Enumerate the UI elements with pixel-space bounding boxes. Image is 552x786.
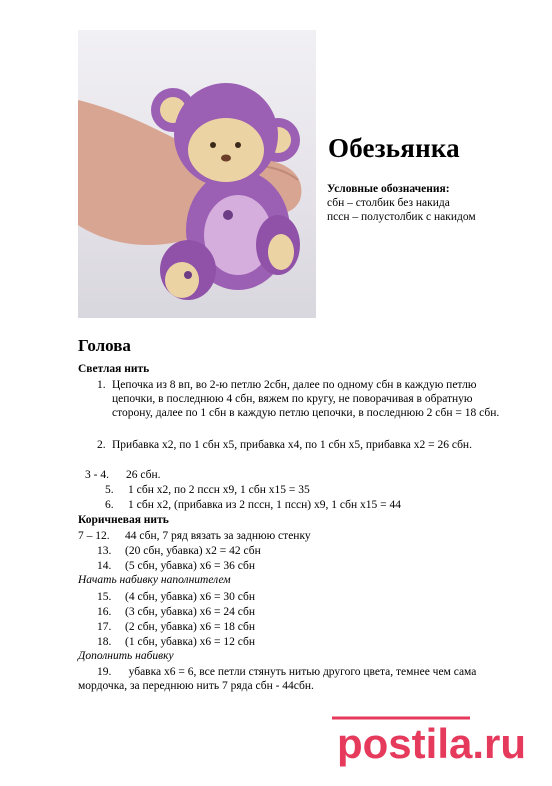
row-text: убавка х6 = 6, все петли стянуть нитью другого цвета, темнее чем сама мордочка, за переднюю нить 7 ряда сбн - 44сбн. <box>78 666 477 692</box>
note-add-stuffing: Дополнить набивку <box>78 650 174 662</box>
watermark <box>0 700 552 781</box>
monkey-photo <box>78 30 316 318</box>
row-number: 5. <box>105 484 114 496</box>
row-19 <box>78 665 508 693</box>
monkey-illustration <box>78 30 316 318</box>
legend-item: сбн – столбик без накида <box>327 197 450 209</box>
row-text: (4 сбн, убавка) х6 = 30 сбн <box>125 591 256 603</box>
row-text: 44 сбн, 7 ряд вязать за заднюю стенку <box>125 530 311 542</box>
row-number: 15. <box>97 591 112 603</box>
row-number: 6. <box>105 499 114 511</box>
row-text: (20 сбн, убавка) х2 = 42 сбн <box>125 545 261 557</box>
page-title: Обезьянка <box>328 133 460 163</box>
legend <box>327 182 476 224</box>
row-text: 1 сбн х2, (прибавка из 2 пссн, 1 пссн) х9, 1 сбн х15 = 44 <box>128 499 401 511</box>
row-number: 2. <box>97 439 106 451</box>
subheading-brown-yarn: Коричневая нить <box>78 514 169 526</box>
note-start-stuffing: Начать набивку наполнителем <box>78 574 231 586</box>
row-text: 26 сбн. <box>126 469 161 481</box>
legend-item: пссн – полустолбик с накидом <box>327 211 476 223</box>
row-number: 7 – 12. <box>78 530 110 542</box>
row-text: (5 сбн, убавка) х6 = 36 сбн <box>125 560 256 572</box>
row-number: 3 - 4. <box>85 469 109 481</box>
row-text: (3 сбн, убавка) х6 = 24 сбн <box>125 606 256 618</box>
section-title: Голова <box>78 336 131 355</box>
row-number: 1. <box>97 379 106 391</box>
subheading-light-yarn: Светлая нить <box>78 363 150 375</box>
row-number: 17. <box>97 621 112 633</box>
row-text: 1 сбн х2, по 2 пссн х9, 1 сбн х15 = 35 <box>128 484 310 496</box>
row-text: (2 сбн, убавка) х6 = 18 сбн <box>125 621 256 633</box>
row-text: Прибавка х2, по 1 сбн х5, прибавка х4, по 1 сбн х5, прибавка х2 = 26 сбн. <box>112 439 472 451</box>
row-number: 19. <box>97 666 112 678</box>
row-text: (1 сбн, убавка) х6 = 12 сбн <box>125 636 256 648</box>
row-number: 14. <box>97 560 112 572</box>
row-number: 16. <box>97 606 112 618</box>
row-text: Цепочка из 8 вп, во 2-ю петлю 2сбн, далее по одному сбн в каждую петлю цепочки, в последнюю 4 сбн, вяжем по кругу, не поворачивая в обратную сторону, далее по 1 сбн в каждую петлю цепочки, в последнюю 2 сбн = 18 сбн. <box>112 379 500 419</box>
watermark-text: postila.ru <box>337 720 527 767</box>
watermark-logo <box>0 700 552 781</box>
row-number: 18. <box>97 636 112 648</box>
row-number: 13. <box>97 545 112 557</box>
legend-heading: Условные обозначения: <box>327 183 450 195</box>
